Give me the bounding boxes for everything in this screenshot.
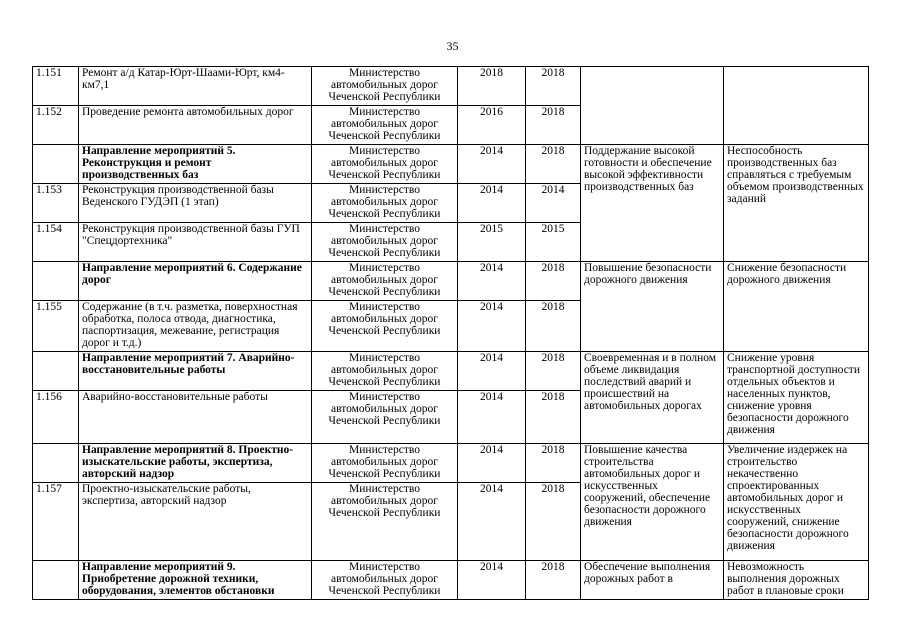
start-year: 2014 [458, 301, 526, 352]
row-number: 1.152 [33, 106, 79, 145]
consequence: Снижение уровня транспортной доступности отдельных объектов и населенных пунктов, снижение уровня безопасности дорожного движения [724, 352, 869, 444]
row-number [33, 145, 79, 184]
measure-name: Ремонт а/д Катар-Юрт-Шаами-Юрт, км4-км7,1 [79, 67, 312, 106]
direction-heading: Направление мероприятий 9. Приобретение дорожной техники, оборудования, элементов обстановки [79, 561, 312, 600]
row-number [33, 352, 79, 391]
end-year: 2018 [526, 106, 581, 145]
row-number: 1.153 [33, 184, 79, 223]
start-year: 2014 [458, 262, 526, 301]
executor-cell: Министерство автомобильных дорог Чеченской Республики [312, 145, 458, 184]
end-year: 2018 [526, 561, 581, 600]
executor-cell: Министерство автомобильных дорог Чеченской Республики [312, 184, 458, 223]
direction-heading: Направление мероприятий 8. Проектно-изыскательские работы, экспертиза, авторский надзор [79, 444, 312, 483]
consequence: Невозможность выполнения дорожных работ в плановые сроки [724, 561, 869, 600]
table-row [33, 67, 869, 106]
measure-name: Проектно-изыскательские работы, экспертиза, авторский надзор [79, 483, 312, 561]
row-number: 1.154 [33, 223, 79, 262]
measure-name: Проведение ремонта автомобильных дорог [79, 106, 312, 145]
executor-cell: Министерство автомобильных дорог Чеченской Республики [312, 561, 458, 600]
start-year: 2014 [458, 483, 526, 561]
end-year: 2015 [526, 223, 581, 262]
end-year: 2018 [526, 301, 581, 352]
direction-heading: Направление мероприятий 7. Аварийно-восстановительные работы [79, 352, 312, 391]
row-number: 1.155 [33, 301, 79, 352]
start-year: 2014 [458, 145, 526, 184]
table-row [33, 561, 869, 600]
page-number: 35 [446, 39, 459, 53]
measure-name: Реконструкция производственной базы ГУП "Спецдортехника" [79, 223, 312, 262]
row-number [33, 444, 79, 483]
row-number: 1.156 [33, 391, 79, 444]
end-year: 2018 [526, 67, 581, 106]
end-year: 2018 [526, 262, 581, 301]
start-year: 2014 [458, 184, 526, 223]
end-year: 2018 [526, 391, 581, 444]
end-year: 2018 [526, 145, 581, 184]
consequence-empty [724, 67, 869, 145]
consequence: Увеличение издержек на строительство некачественно спроектированных автомобильных дорог и искусственных сооружений, снижение безопасности дорожного движения [724, 444, 869, 561]
row-number: 1.151 [33, 67, 79, 106]
start-year: 2014 [458, 444, 526, 483]
expected-result: Обеспечение выполнения дорожных работ в [581, 561, 724, 600]
start-year: 2014 [458, 561, 526, 600]
measure-name: Аварийно-восстановительные работы [79, 391, 312, 444]
row-number [33, 561, 79, 600]
measure-name: Содержание (в т.ч. разметка, поверхностная обработка, полоса отвода, диагностика, паспортизация, межевание, регистрация дорог и т.д.) [79, 301, 312, 352]
measure-name: Реконструкция производственной базы Веденского ГУДЭП (1 этап) [79, 184, 312, 223]
start-year: 2014 [458, 352, 526, 391]
direction-heading: Направление мероприятий 5. Реконструкция и ремонт производственных баз [79, 145, 312, 184]
expected-result: Повышение безопасности дорожного движения [581, 262, 724, 352]
executor-cell: Министерство автомобильных дорог Чеченской Республики [312, 352, 458, 391]
end-year: 2014 [526, 184, 581, 223]
executor-cell: Министерство автомобильных дорог Чеченской Республики [312, 301, 458, 352]
executor-cell: Министерство автомобильных дорог Чеченской Республики [312, 223, 458, 262]
consequence: Неспособность производственных баз справляться с требуемым объемом производственных заданий [724, 145, 869, 262]
start-year: 2018 [458, 67, 526, 106]
executor-cell: Министерство автомобильных дорог Чеченской Республики [312, 391, 458, 444]
end-year: 2018 [526, 483, 581, 561]
expected-result: Повышение качества строительства автомобильных дорог и искусственных сооружений, обеспечение безопасности дорожного движения [581, 444, 724, 561]
end-year: 2018 [526, 444, 581, 483]
table-row [33, 145, 869, 184]
direction-heading: Направление мероприятий 6. Содержание дорог [79, 262, 312, 301]
executor-cell: Министерство автомобильных дорог Чеченской Республики [312, 483, 458, 561]
executor-cell: Министерство автомобильных дорог Чеченской Республики [312, 444, 458, 483]
table-row [33, 262, 869, 301]
row-number: 1.157 [33, 483, 79, 561]
expected-result: Поддержание высокой готовности и обеспечение высокой эффективности производственных баз [581, 145, 724, 262]
table-row [33, 444, 869, 483]
expected-result: Своевременная и в полном объеме ликвидация последствий аварий и происшествий на автомобильных дорогах [581, 352, 724, 444]
start-year: 2016 [458, 106, 526, 145]
end-year: 2018 [526, 352, 581, 391]
measures-table [32, 66, 869, 600]
start-year: 2014 [458, 391, 526, 444]
executor-cell: Министерство автомобильных дорог Чеченской Республики [312, 262, 458, 301]
consequence: Снижение безопасности дорожного движения [724, 262, 869, 352]
start-year: 2015 [458, 223, 526, 262]
expected-result-empty [581, 67, 724, 145]
executor-cell: Министерство автомобильных дорог Чеченской Республики [312, 67, 458, 106]
row-number [33, 262, 79, 301]
executor-cell: Министерство автомобильных дорог Чеченской Республики [312, 106, 458, 145]
table-row [33, 352, 869, 391]
